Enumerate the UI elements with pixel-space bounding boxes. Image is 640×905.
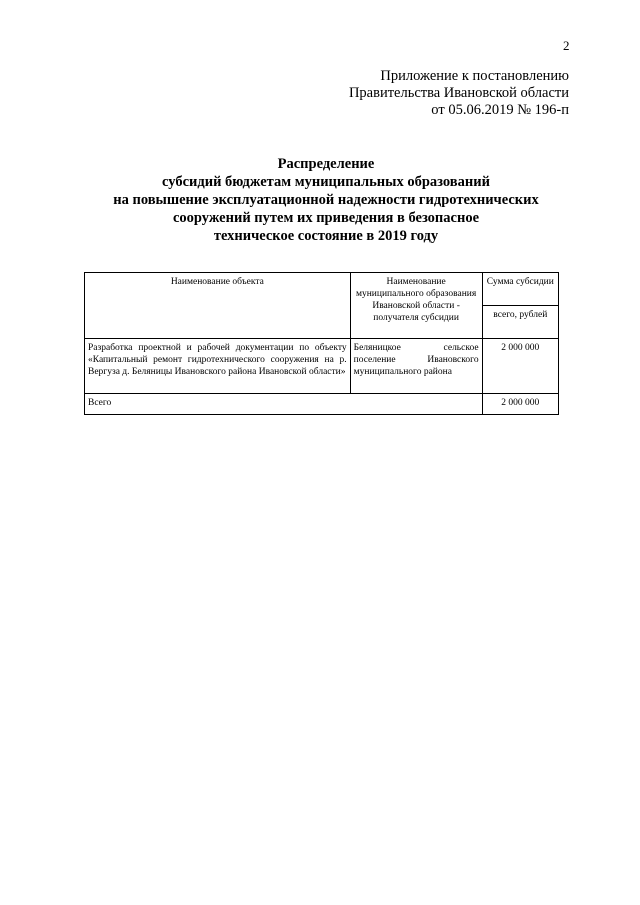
title-line-2: субсидий бюджетам муниципальных образований — [162, 174, 490, 190]
row-object: Разработка проектной и рабочей документации по объекту «Капитальный ремонт гидротехнического сооружения на р. Вергуза д. Беляницы Ивановского района Ивановской области» — [85, 339, 351, 394]
title-line-1: Распределение — [277, 156, 375, 172]
header-amount-unit: всего, рублей — [482, 306, 558, 339]
title-line-4: сооружений путем их приведения в безопасное — [172, 210, 480, 226]
total-row — [85, 394, 559, 415]
total-label: Всего — [85, 394, 483, 415]
subsidy-table — [84, 272, 559, 415]
page-number: 2 — [563, 38, 570, 53]
appendix-line-1: Приложение к постановлению — [380, 68, 569, 84]
row-municipality: Беляницкое сельское поселение Ивановского муниципального района — [350, 339, 482, 394]
appendix-reference — [349, 68, 569, 119]
appendix-line-3: от 05.06.2019 № 196-п — [431, 102, 569, 118]
document-title — [70, 155, 582, 245]
appendix-line-2: Правительства Ивановской области — [348, 85, 569, 101]
header-municipality: Наименование муниципального образования Ивановской области - получателя субсидии — [350, 273, 482, 339]
header-object-name: Наименование объекта — [85, 273, 351, 339]
row-amount: 2 000 000 — [482, 339, 558, 394]
title-line-3: на повышение эксплуатационной надежности гидротехнических — [113, 192, 539, 208]
table-row — [85, 339, 559, 394]
total-amount: 2 000 000 — [482, 394, 558, 415]
title-line-5: техническое состояние в 2019 году — [213, 228, 439, 244]
header-amount: Сумма субсидии — [482, 273, 558, 306]
header-row — [85, 273, 559, 306]
